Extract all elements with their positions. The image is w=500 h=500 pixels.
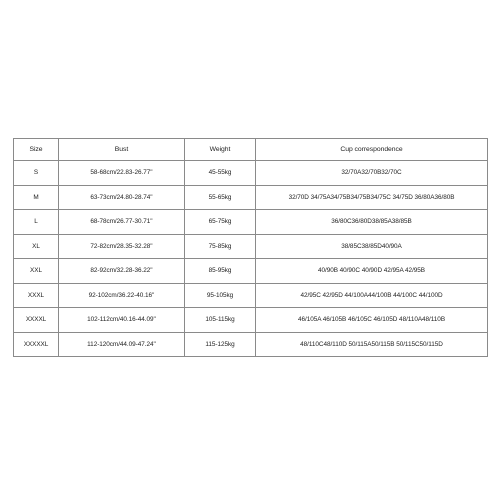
header-bust: Bust	[59, 139, 185, 161]
cell-bust: 58-68cm/22.83-26.77''	[59, 161, 185, 186]
cell-size: XL	[14, 234, 59, 259]
table-row	[14, 259, 488, 284]
cell-weight: 75-85kg	[185, 234, 256, 259]
cell-size: L	[14, 210, 59, 235]
table-row	[14, 308, 488, 333]
table-row	[14, 234, 488, 259]
cell-bust: 63-73cm/24.80-28.74''	[59, 185, 185, 210]
header-cup-correspondence: Cup correspondence	[256, 139, 488, 161]
table-row	[14, 210, 488, 235]
cell-size: XXXL	[14, 283, 59, 308]
cell-size: XXXXL	[14, 308, 59, 333]
cell-weight: 45-55kg	[185, 161, 256, 186]
cell-bust: 92-102cm/36.22-40.16''	[59, 283, 185, 308]
table-header	[14, 139, 488, 161]
table-row	[14, 161, 488, 186]
size-chart-table	[13, 138, 488, 357]
header-size: Size	[14, 139, 59, 161]
cell-cup: 32/70D 34/75A34/75B34/75B34/75C 34/75D 36/80A36/80B	[256, 185, 488, 210]
cell-weight: 115-125kg	[185, 332, 256, 357]
cell-weight: 85-95kg	[185, 259, 256, 284]
cell-cup: 32/70A32/70B32/70C	[256, 161, 488, 186]
header-weight: Weight	[185, 139, 256, 161]
cell-size: M	[14, 185, 59, 210]
cell-size: S	[14, 161, 59, 186]
table-row	[14, 185, 488, 210]
cell-bust: 112-120cm/44.09-47.24''	[59, 332, 185, 357]
cell-bust: 68-78cm/26.77-30.71''	[59, 210, 185, 235]
header-row	[14, 139, 488, 161]
cell-size: XXL	[14, 259, 59, 284]
cell-cup: 38/85C38/85D40/90A	[256, 234, 488, 259]
cell-weight: 105-115kg	[185, 308, 256, 333]
cell-cup: 36/80C36/80D38/85A38/85B	[256, 210, 488, 235]
cell-bust: 82-92cm/32.28-36.22''	[59, 259, 185, 284]
cell-weight: 55-65kg	[185, 185, 256, 210]
cell-cup: 42/95C 42/95D 44/100A44/100B 44/100C 44/100D	[256, 283, 488, 308]
cell-bust: 72-82cm/28.35-32.28''	[59, 234, 185, 259]
cell-cup: 48/110C48/110D 50/115A50/115B 50/115C50/115D	[256, 332, 488, 357]
cell-cup: 46/105A 46/105B 46/105C 46/105D 48/110A48/110B	[256, 308, 488, 333]
table-body	[14, 161, 488, 357]
table-row	[14, 332, 488, 357]
cell-size: XXXXXL	[14, 332, 59, 357]
cell-weight: 95-105kg	[185, 283, 256, 308]
cell-bust: 102-112cm/40.16-44.09''	[59, 308, 185, 333]
cell-cup: 40/90B 40/90C 40/90D 42/95A 42/95B	[256, 259, 488, 284]
cell-weight: 65-75kg	[185, 210, 256, 235]
table-row	[14, 283, 488, 308]
